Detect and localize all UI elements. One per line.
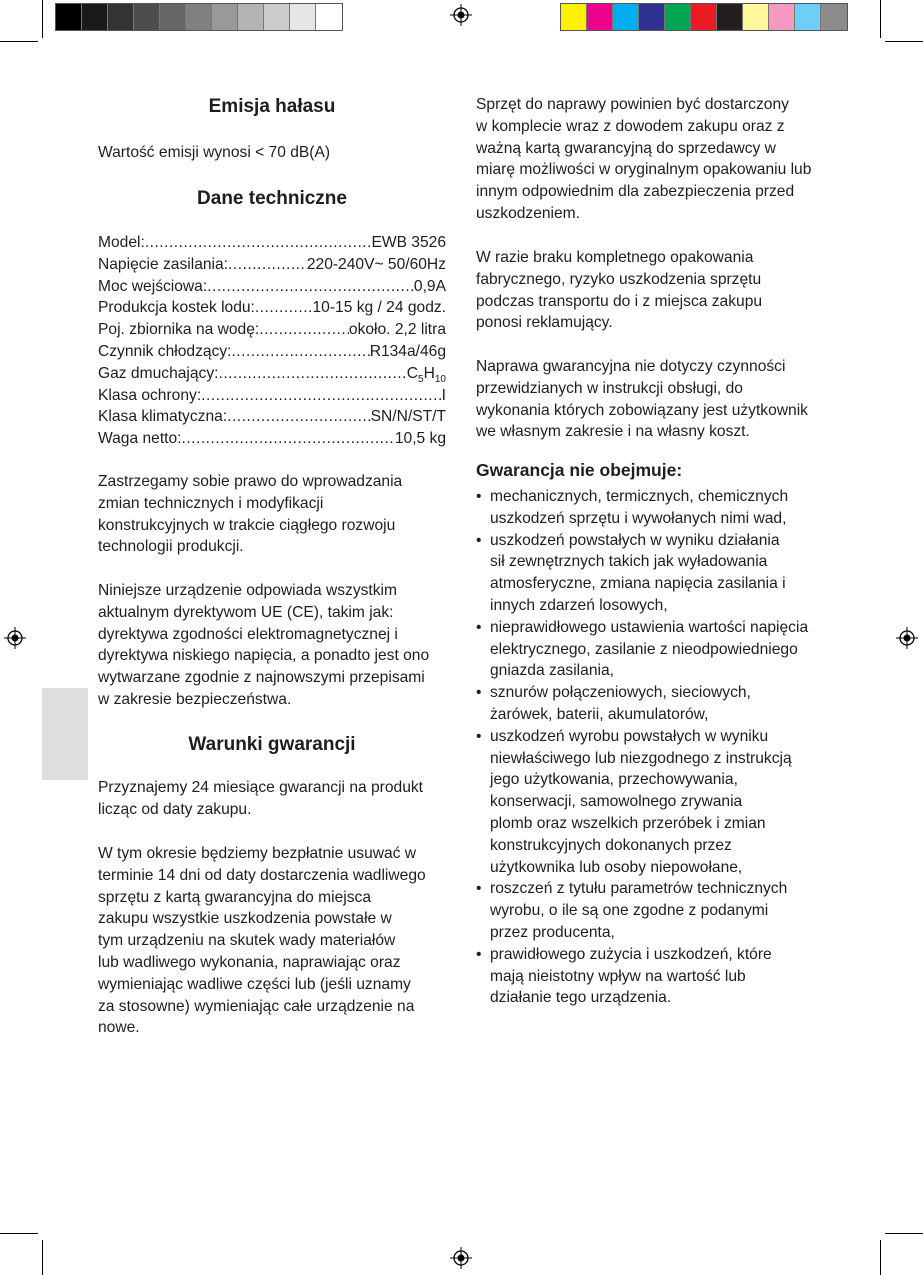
warranty-period-paragraph: Przyznajemy 24 miesiące gwarancji na produkt licząc od daty zakupu. bbox=[98, 779, 424, 818]
packaging-risk-paragraph: W razie braku kompletnego opakowania fabrycznego, ryzyko uszkodzenia sprzętu podczas transportu do i z miejsca zakupu ponosi reklamujący. bbox=[476, 249, 763, 332]
crop-mark-bottom-left-v bbox=[42, 1240, 43, 1275]
warranty-exclusions-list bbox=[476, 486, 836, 1009]
noise-emission-heading: Emisja hałasu bbox=[208, 96, 336, 117]
list-item: • sznurów połączeniowych, sieciowych, żarówek, baterii, akumulatorów, bbox=[476, 682, 836, 726]
registration-mark-icon bbox=[4, 627, 26, 649]
list-item: • nieprawidłowego ustawienia wartości napięcia elektrycznego, zasilanie z nieodpowiedniego gniazda zasilania, bbox=[476, 617, 836, 682]
spec-row: Napięcie zasilania: ..... 220-240V~ 50/60Hz bbox=[98, 254, 446, 276]
user-maintenance-paragraph: Naprawa gwarancyjna nie dotyczy czynności przewidzianych w instrukcji obsługi, do wykonania których zobowiązany jest użytkownik we własnym zakresie i na własny koszt. bbox=[476, 358, 808, 441]
color-swatch bbox=[665, 4, 691, 30]
grayscale-color-bar bbox=[55, 3, 343, 31]
crop-mark-bottom-right-h bbox=[885, 1233, 923, 1234]
warranty-conditions-heading: Warunki gwarancji bbox=[188, 734, 356, 755]
list-item: • uszkodzeń wyrobu powstałych w wyniku niewłaściwego lub niezgodnego z instrukcją jego użytkowania, przechowywania, konserwacji, samowolnego zrywania plomb oraz wszelkich przeróbek i zmian konstrukcyjnych dokonanych przez użytkownika lub osoby niepowołane, bbox=[476, 726, 836, 879]
gray-swatch bbox=[212, 4, 238, 30]
crop-mark-top-right-h bbox=[885, 41, 923, 42]
crop-mark-top-right-v bbox=[880, 0, 881, 38]
spec-row: Gaz dmuchający: ..... $C_5H_{10}$ bbox=[98, 363, 446, 385]
warranty-repair-paragraph: W tym okresie będziemy bezpłatnie usuwać w terminie 14 dni od daty dostarczenia wadliwego sprzętu z kartą gwarancyjna do miejsca zakupu wszystkie uszkodzenia powstałe w tym urządzeniu na skutek wady materiałów lub wadliwego wykonania, naprawiając oraz wymieniając wadliwe części lub (jeśli uznamy za stosowne) wymieniając całe urządzenie na nowe. bbox=[98, 845, 426, 1037]
color-swatch bbox=[743, 4, 769, 30]
gray-swatch bbox=[56, 4, 82, 30]
warranty-exclusions-heading: Gwarancja nie obejmuje: bbox=[476, 460, 683, 480]
gray-swatch bbox=[264, 4, 290, 30]
color-swatch bbox=[691, 4, 717, 30]
language-tab-marker bbox=[42, 688, 88, 780]
color-swatch bbox=[613, 4, 639, 30]
technical-data-list bbox=[98, 232, 446, 450]
crop-mark-top-left-v bbox=[42, 0, 43, 38]
ce-compliance-paragraph: Niniejsze urządzenie odpowiada wszystkim aktualnym dyrektywom UE (CE), takim jak: dyrektywa zgodności elektromagnetycznej i dyrektywa niskiego napięcia, a ponadto jest ono wytwarzane zgodnie z najnowszymi przepisami w zakresie bezpieczeństwa. bbox=[98, 582, 430, 708]
spec-row: Waga netto: ..... 10,5 kg bbox=[98, 428, 446, 450]
registration-mark-icon bbox=[450, 4, 472, 26]
color-swatch bbox=[561, 4, 587, 30]
registration-mark-icon bbox=[896, 627, 918, 649]
spec-row: Czynnik chłodzący: ..... R134a/46g bbox=[98, 341, 446, 363]
spec-row: Model: ..... EWB 3526 bbox=[98, 232, 446, 254]
technical-data-heading: Dane techniczne bbox=[197, 188, 347, 209]
color-swatch bbox=[795, 4, 821, 30]
gray-swatch bbox=[82, 4, 108, 30]
gray-swatch bbox=[134, 4, 160, 30]
color-swatch bbox=[639, 4, 665, 30]
gray-swatch bbox=[316, 4, 342, 30]
list-item: • roszczeń z tytułu parametrów technicznych wyrobu, o ile są one zgodne z podanymi przez producenta, bbox=[476, 878, 836, 943]
gray-swatch bbox=[160, 4, 186, 30]
cmyk-color-bar bbox=[560, 3, 848, 31]
color-swatch bbox=[717, 4, 743, 30]
registration-mark-icon bbox=[450, 1247, 472, 1269]
list-item: • mechanicznych, termicznych, chemicznych uszkodzeń sprzętu i wywołanych nimi wad, bbox=[476, 486, 836, 530]
spec-row: Klasa klimatyczna: ..... SN/N/ST/T bbox=[98, 406, 446, 428]
spec-row: Moc wejściowa: ..... 0,9A bbox=[98, 276, 446, 298]
crop-mark-bottom-right-v bbox=[880, 1240, 881, 1275]
spec-row: Produkcja kostek lodu: ..... 10-15 kg / 24 godz. bbox=[98, 297, 446, 319]
list-item: • prawidłowego zużycia i uszkodzeń, które mają nieistotny wpływ na wartość lub działanie tego urządzenia. bbox=[476, 944, 836, 1009]
color-swatch bbox=[821, 4, 847, 30]
repair-delivery-paragraph: Sprzęt do naprawy powinien być dostarczony w komplecie wraz z dowodem zakupu oraz z ważną kartą gwarancyjną do sprzedawcy w miarę możliwości w oryginalnym opakowaniu lub innym odpowiednim dla zabezpieczenia przed uszkodzeniem. bbox=[476, 96, 812, 222]
color-swatch bbox=[587, 4, 613, 30]
gray-swatch bbox=[290, 4, 316, 30]
spec-row: Poj. zbiornika na wodę: ..... około. 2,2 litra bbox=[98, 319, 446, 341]
crop-mark-bottom-left-h bbox=[0, 1233, 38, 1234]
noise-emission-text: Wartość emisji wynosi < 70 dB(A) bbox=[98, 144, 331, 161]
crop-mark-top-left-h bbox=[0, 41, 38, 42]
technical-changes-paragraph: Zastrzegamy sobie prawo do wprowadzania zmian technicznych i modyfikacji konstrukcyjnych w trakcie ciągłego rozwoju technologii produkcji. bbox=[98, 473, 403, 556]
gray-swatch bbox=[238, 4, 264, 30]
list-item: • uszkodzeń powstałych w wyniku działania sił zewnętrznych takich jak wyładowania atmosferyczne, zmiana napięcia zasilania i innych zdarzeń losowych, bbox=[476, 530, 836, 617]
color-swatch bbox=[769, 4, 795, 30]
gray-swatch bbox=[186, 4, 212, 30]
gray-swatch bbox=[108, 4, 134, 30]
spec-row: Klasa ochrony: ..... I bbox=[98, 385, 446, 407]
